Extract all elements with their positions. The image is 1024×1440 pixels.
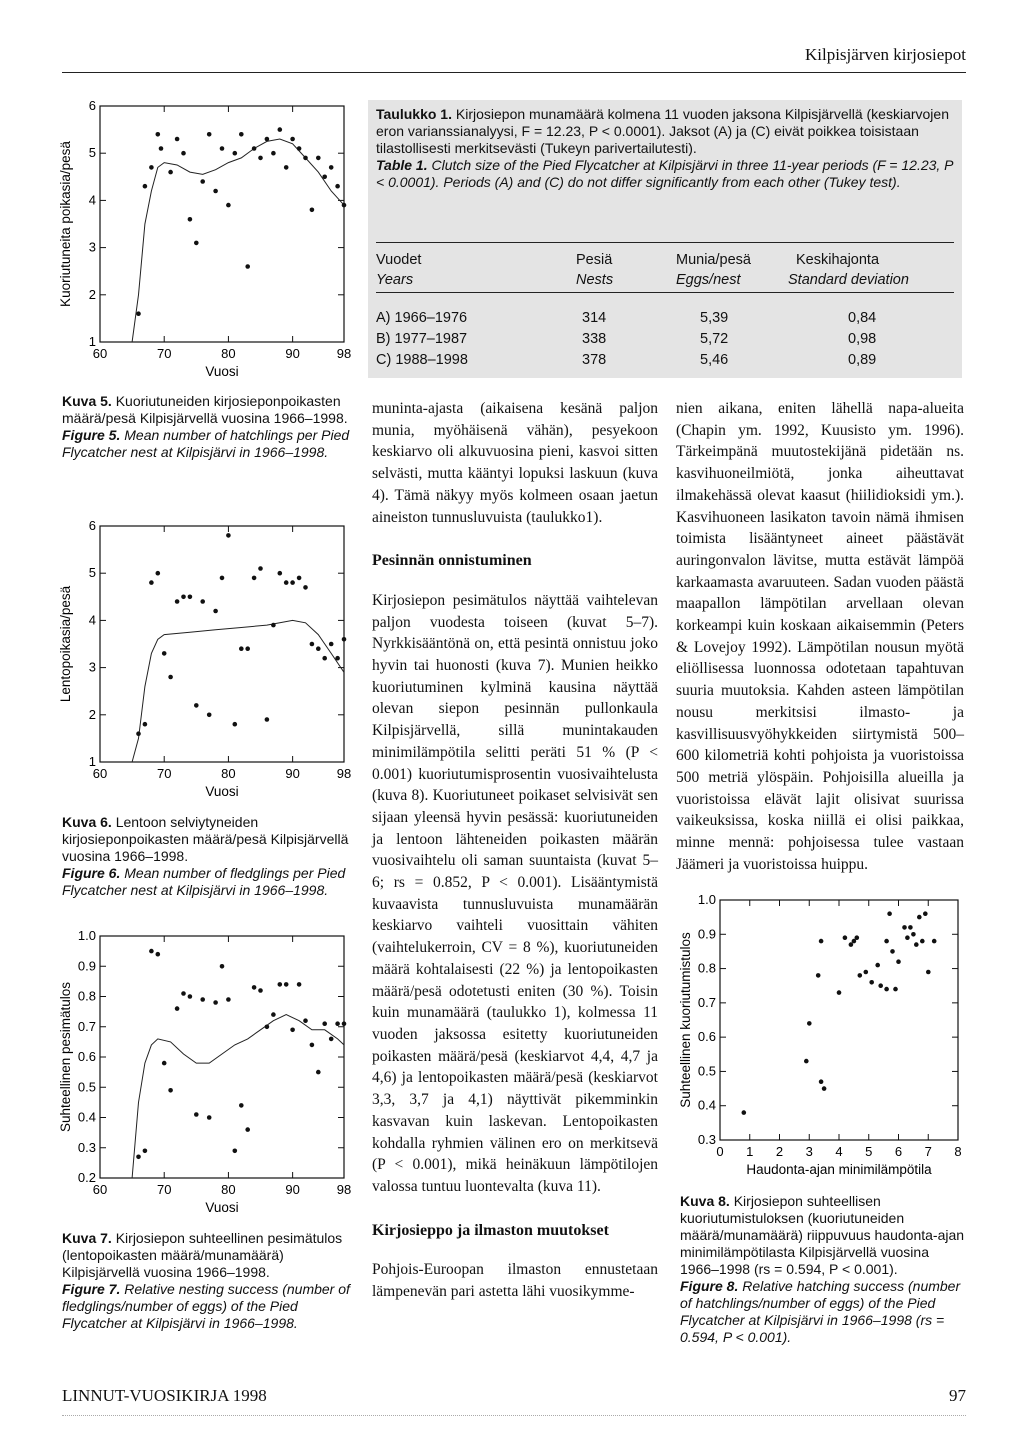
data-point: [310, 1043, 315, 1048]
data-point: [175, 1006, 180, 1011]
footer-rule: [62, 1415, 966, 1416]
x-tick-label: 5: [865, 1144, 873, 1159]
figure7-svg: [58, 928, 362, 1218]
data-point: [816, 973, 821, 978]
x-tick-label: 0: [716, 1144, 724, 1159]
data-point: [316, 1070, 321, 1075]
data-point: [181, 595, 186, 600]
data-point: [226, 203, 231, 208]
data-point: [905, 935, 910, 940]
data-point: [893, 987, 898, 992]
y-tick-label: 0.9: [77, 958, 96, 974]
data-point: [297, 982, 302, 987]
figure7-chart: [58, 928, 362, 1218]
data-point: [213, 1000, 218, 1005]
y-tick-label: 2: [88, 286, 96, 302]
running-head: Kilpisjärven kirjosiepot: [804, 45, 966, 64]
table-cell: 314: [582, 310, 607, 326]
data-point: [884, 987, 889, 992]
data-point: [233, 151, 238, 156]
data-point: [258, 156, 263, 161]
table-header: Pesiä: [576, 252, 613, 268]
x-tick-label: 60: [92, 766, 108, 781]
data-point: [290, 137, 295, 142]
data-point: [822, 1086, 827, 1091]
data-point: [136, 1155, 141, 1160]
data-point: [342, 1021, 347, 1026]
caption-text-fi: Lentoon selviytyneiden kirjosieponpoikasten määrä/pesä Kilpisjärvellä vuosina 1966–1998.: [62, 814, 349, 864]
data-point: [890, 949, 895, 954]
plot-frame: [100, 936, 344, 1178]
y-tick-label: 4: [88, 192, 96, 208]
data-point: [159, 146, 164, 151]
data-point: [329, 642, 334, 647]
x-tick-label: 70: [156, 1182, 172, 1197]
y-tick-label: 1: [88, 754, 96, 769]
y-tick-label: 0.3: [697, 1132, 716, 1147]
data-point: [239, 1103, 244, 1108]
figure8-caption: [680, 1193, 966, 1346]
y-axis-label: Suhteellinen pesimätulos: [58, 981, 73, 1133]
data-point: [162, 651, 167, 656]
data-point: [143, 1149, 148, 1154]
section-heading: Pesinnän onnistuminen: [372, 552, 532, 570]
data-point: [322, 1021, 327, 1026]
table-cell: 338: [582, 331, 607, 347]
y-tick-label: 1.0: [77, 928, 96, 943]
data-point: [335, 656, 340, 661]
x-tick-label: 1: [746, 1144, 754, 1159]
table-cell: 0,84: [848, 310, 877, 326]
data-point: [297, 576, 302, 581]
data-point: [156, 132, 161, 137]
data-point: [271, 151, 276, 156]
table-header: Munia/pesä: [676, 252, 751, 268]
data-point: [181, 991, 186, 996]
data-point: [290, 1028, 295, 1033]
section-heading: Kirjosieppo ja ilmaston muutokset: [372, 1221, 609, 1239]
header-rule: [62, 72, 966, 73]
data-point: [200, 997, 205, 1002]
data-point: [207, 132, 212, 137]
y-axis-label: Kuoriutuneita poikasia/pesä: [58, 141, 73, 307]
data-point: [819, 939, 824, 944]
paragraph: Pohjois-Euroopan ilmaston ennustetaan lämpenevän pari astetta lähi vuosikymme-: [372, 1261, 658, 1301]
y-tick-label: 6: [88, 518, 96, 533]
table-cell: 5,39: [700, 310, 729, 326]
table1-title-fi: [376, 106, 954, 157]
data-point: [194, 1112, 199, 1117]
y-tick-label: 1.0: [697, 892, 716, 907]
y-axis-label: Suhteellinen kuoriutumistulos: [678, 932, 693, 1108]
data-point: [265, 1025, 270, 1030]
data-point: [245, 646, 250, 651]
paragraph: Kirjosiepon pesimätulos näyttää vaihtelevan paljon vuodesta toiseen (kuvat 5–7). Nyrkkisääntönä on, että pesintä onnistuu joko hyvin tai huonosti (kuva 7). Munien heikko kuoriutuminen kylminä kausina näyttää olevan siepon pesinnän pullonkaula Kilpisjärvellä, sillä munintakauden minimilämpötila selitti peräti 51 % (P < 0.001) kuoriutumisprosentin vuosivaihtelusta (kuva 8). Kuoriutuneet poikaset selvisivät sen sijaan yleensä hyvin pesässä: kuoriutuneiden ja lentoon lähteneiden poikasten määrän vuosivaihtelu oli saman suuntaista (kuvat 5–6; rs = 0.852, P < 0.001). Lisääntymistä kuvaavista tunnusluvuista munamäärän keskiarvo vaihteli vuosittain vähiten (vaihtelukerroin, CV = 8 %), kuoriutuneiden määrä kohtalaisesti (22 %) ja lentopoikasten määrä/pesä odotetusti eniten (30 %). Toisin kuin munamäärä (taulukko 1), kolmessa 11 vuoden jaksossa esitetty kuoriutuneiden poikasten määrä/pesä (keskiarvot 4,4, 4,7 ja 4,6) ja lentopoikasten määrä/pesä (keskiarvot 3,3, 3,7 ja 4,1) näyttivät pikemminkin kasvavan kuin laskevan. Lentopoikasten kohdalla ryhmien välinen ero on merkitsevä (P < 0.001), mikä heinäkuun lämpötilojen valossa tuntuu luontevalta (kuva 11).: [372, 591, 658, 1195]
data-point: [149, 949, 154, 954]
y-tick-label: 0.5: [697, 1063, 716, 1079]
caption-text-fi: Kirjosiepon suhteellisen kuoriutumistuloksen (kuoriutuneiden määrä/munamäärä) riippuvuus haudonta-ajan minimilämpötilasta Kilpisjärvellä vuosina 1966–1998 (rs = 0.594, P < 0.001).: [680, 1193, 965, 1277]
caption-text-en: Mean number of fledglings per Pied Flycatcher nest at Kilpisjärvi in 1966–1998.: [62, 865, 346, 898]
y-tick-label: 3: [88, 659, 96, 675]
data-point: [194, 703, 199, 708]
y-tick-label: 0.9: [697, 926, 716, 942]
data-point: [869, 980, 874, 985]
x-tick-label: 2: [775, 1144, 784, 1159]
data-point: [168, 170, 173, 175]
data-point: [284, 165, 289, 170]
data-point: [188, 217, 193, 222]
data-point: [303, 1018, 308, 1023]
table-label: Taulukko 1.: [376, 106, 452, 122]
data-point: [926, 970, 931, 975]
caption-text-fi: Kirjosiepon suhteellinen pesimätulos (lentopoikasten määrä/munamäärä) Kilpisjärvellä vuosina 1966–1998.: [62, 1230, 343, 1280]
table-title-en: Clutch size of the Pied Flycatcher at Kilpisjärvi in three 11-year periods (F = 12.23, P < 0.0001). Periods (A) and (C) do not differ significantly from each other (Tukey test).: [376, 157, 954, 190]
table-cell: 5,46: [700, 352, 729, 368]
caption-label-en: Figure 6.: [62, 865, 121, 881]
figure8-chart: [676, 892, 976, 1187]
y-tick-label: 5: [88, 565, 96, 581]
caption-label-en: Figure 5.: [62, 427, 121, 443]
data-point: [194, 241, 199, 246]
y-tick-label: 1: [88, 334, 96, 349]
x-tick-label: 4: [835, 1144, 843, 1159]
data-point: [316, 646, 321, 651]
data-point: [220, 964, 225, 969]
y-tick-label: 0.7: [77, 1018, 96, 1034]
data-point: [804, 1059, 809, 1064]
x-tick-label: 70: [156, 346, 172, 361]
data-point: [896, 959, 901, 964]
y-tick-label: 0.7: [697, 994, 716, 1010]
data-point: [855, 935, 860, 940]
data-point: [239, 646, 244, 651]
data-point: [136, 311, 141, 316]
data-point: [807, 1021, 812, 1026]
data-point: [878, 983, 883, 988]
x-tick-label: 8: [954, 1144, 962, 1159]
data-point: [181, 151, 186, 156]
data-point: [233, 1149, 238, 1154]
data-point: [932, 939, 937, 944]
data-point: [200, 179, 205, 184]
page-number: 97: [949, 1386, 966, 1405]
x-tick-label: 98: [336, 1182, 352, 1197]
data-point: [310, 208, 315, 213]
data-point: [858, 973, 863, 978]
data-point: [322, 175, 327, 180]
body-column-2: [372, 398, 658, 1303]
data-point: [245, 1127, 250, 1132]
x-tick-label: 80: [221, 346, 236, 361]
y-tick-label: 3: [88, 239, 96, 255]
data-point: [923, 911, 928, 916]
data-point: [278, 127, 283, 132]
data-point: [819, 1079, 824, 1084]
data-point: [207, 1115, 212, 1120]
data-point: [220, 146, 225, 151]
table-header-rule: [376, 292, 954, 293]
plot-frame: [720, 900, 958, 1140]
data-point: [143, 722, 148, 727]
y-tick-label: 0.8: [77, 988, 96, 1004]
x-tick-label: 98: [336, 766, 352, 781]
x-tick-label: 7: [924, 1144, 932, 1159]
data-point: [175, 599, 180, 604]
data-point: [303, 585, 308, 590]
y-tick-label: 0.6: [697, 1029, 716, 1045]
data-point: [875, 963, 880, 968]
data-point: [310, 642, 315, 647]
data-point: [271, 1012, 276, 1017]
data-point: [908, 925, 913, 930]
data-point: [920, 939, 925, 944]
x-tick-label: 80: [221, 1182, 236, 1197]
y-tick-label: 6: [88, 98, 96, 113]
data-point: [168, 1088, 173, 1093]
figure7-caption: [62, 1230, 352, 1332]
data-point: [233, 722, 238, 727]
table1-box: [368, 100, 962, 378]
data-point: [258, 988, 263, 993]
x-axis-label: Haudonta-ajan minimilämpötila: [746, 1162, 932, 1177]
y-tick-label: 0.5: [77, 1079, 96, 1095]
data-point: [149, 580, 154, 585]
data-point: [911, 932, 916, 937]
x-tick-label: 90: [285, 1182, 300, 1197]
table-cell: 5,72: [700, 331, 729, 347]
y-tick-label: 2: [88, 706, 96, 722]
figure6-svg: [58, 518, 362, 803]
y-tick-label: 0.3: [77, 1139, 96, 1155]
table-cell: 378: [582, 352, 607, 368]
data-point: [265, 717, 270, 722]
data-point: [917, 915, 922, 920]
caption-text-en: Mean number of hatchlings per Pied Flycatcher nest at Kilpisjärvi in 1966–1998.: [62, 427, 350, 460]
data-point: [887, 911, 892, 916]
data-point: [200, 599, 205, 604]
table-cell: 0,98: [848, 331, 877, 347]
x-tick-label: 90: [285, 346, 300, 361]
table-cell: A) 1966–1976: [376, 310, 468, 326]
y-tick-label: 5: [88, 145, 96, 161]
table-cell: B) 1977–1987: [376, 331, 468, 347]
data-point: [162, 1061, 167, 1066]
figure5-caption: [62, 393, 352, 461]
data-point: [742, 1110, 747, 1115]
data-point: [239, 132, 244, 137]
data-point: [335, 1021, 340, 1026]
data-point: [143, 184, 148, 189]
x-tick-label: 70: [156, 766, 172, 781]
data-point: [188, 595, 193, 600]
y-tick-label: 0.4: [77, 1109, 96, 1125]
caption-text-en: Relative nesting success (number of fledglings/number of eggs) of the Pied Flycatcher at Kilpisjärvi in 1966–1998.: [62, 1281, 350, 1331]
y-tick-label: 4: [88, 612, 96, 628]
data-point: [902, 925, 907, 930]
y-tick-label: 0.4: [697, 1097, 716, 1113]
data-point: [837, 990, 842, 995]
data-point: [864, 970, 869, 975]
x-axis-label: Vuosi: [205, 784, 239, 799]
table-header-en: Standard deviation: [788, 272, 909, 288]
x-axis-label: Vuosi: [205, 1200, 239, 1215]
data-point: [188, 994, 193, 999]
x-tick-label: 98: [336, 346, 352, 361]
x-axis-label: Vuosi: [205, 364, 239, 379]
data-point: [297, 146, 302, 151]
caption-label: Kuva 6.: [62, 814, 112, 830]
data-point: [271, 623, 276, 628]
caption-label-en: Figure 8.: [680, 1278, 739, 1294]
x-tick-label: 6: [894, 1144, 903, 1159]
y-tick-label: 0.2: [77, 1170, 96, 1185]
figure6-caption: [62, 814, 352, 899]
data-point: [290, 580, 295, 585]
y-tick-label: 0.6: [77, 1049, 96, 1064]
table-cell: C) 1988–1998: [376, 352, 468, 368]
data-point: [136, 731, 141, 736]
trend-curve: [132, 1015, 344, 1178]
x-tick-label: 60: [92, 1182, 108, 1197]
data-point: [168, 675, 173, 680]
data-point: [245, 264, 250, 269]
data-point: [278, 571, 283, 576]
x-tick-label: 90: [285, 766, 300, 781]
data-point: [843, 935, 848, 940]
table-cell: 0,89: [848, 352, 877, 368]
data-point: [149, 165, 154, 170]
table-header: Keskihajonta: [796, 252, 880, 268]
data-point: [258, 566, 263, 571]
x-tick-label: 3: [805, 1144, 813, 1159]
figure6-chart: [58, 518, 362, 803]
footer-journal: LINNUT-VUOSIKIRJA 1998: [62, 1386, 267, 1405]
caption-text-fi: Kuoriutuneiden kirjosieponpoikasten määrä/pesä Kilpisjärvellä vuosina 1966–1998.: [62, 393, 348, 426]
data-point: [220, 576, 225, 581]
data-point: [329, 1037, 334, 1042]
plot-frame: [100, 526, 344, 762]
trend-curve: [132, 620, 344, 762]
data-point: [329, 165, 334, 170]
data-point: [849, 942, 854, 947]
data-point: [213, 189, 218, 194]
data-point: [252, 985, 257, 990]
data-point: [284, 982, 289, 987]
x-tick-label: 60: [92, 346, 108, 361]
data-point: [303, 156, 308, 161]
data-point: [335, 184, 340, 189]
data-point: [207, 713, 212, 718]
paragraph: nien aikana, eniten lähellä napa-alueita (Chapin ym. 1992, Kuusisto ym. 1996). Tärkeimpänä muutostekijänä pidetään ns. kasvihuoneilmiötä, jonka aiheuttavat ilmakehässä olevat kaasut (hiilidioksidi ym.). Kasvihuoneen lasikaton tavoin nämä ihmisen toimista lisääntyneet aineet päästävät auringonvalon lävitse, mutta estävät lämpöä karkaamasta avaruuteen. Sadan vuoden päästä maapallon lämpötilan arvellaan olevan korkeampi kuin koskaan aikaisemmin (Peters & Lovejoy 1992). Lämpötilan nousun myötä eliöllisessa luonnossa odotetaan tapahtuvan suuria muutoksia. Kahden asteen lämpötilan nousu merkitsisi ilmasto- ja kasvillisuusvyöhykkeiden siirtymistä 500–600 kilometriä kohti pohjoista ja vuoristoissa 500 metriä ylöspäin. Pohjoisilla alueilla ja vuoristoissa elävät lajit olisivat suurissa vaikeuksissa, koska niillä ei olisi paikkaa, minne mennä: pohjoisessa tulee vastaan Jäämeri ja vuoristoissa huippu.: [676, 400, 964, 873]
data-point: [213, 609, 218, 614]
table-title-fi: Kirjosiepon munamäärä kolmena 11 vuoden jaksona Kilpisjärvellä (keskiarvojen eron varianssianalyysi, F = 12.23, P < 0.0001). Jaksot (A) ja (C) eivät poikkea toisistaan tilastollisesti merkitsevästi (Tukeyn parivertailutesti).: [376, 106, 949, 156]
data-point: [284, 580, 289, 585]
data-point: [316, 156, 321, 161]
y-axis-label: Lentopoikasia/pesä: [58, 585, 73, 703]
x-tick-label: 80: [221, 766, 236, 781]
data-point: [226, 533, 231, 538]
data-point: [252, 576, 257, 581]
y-tick-label: 0.8: [697, 960, 716, 976]
data-point: [265, 137, 270, 142]
trend-curve: [132, 139, 344, 342]
caption-label: Kuva 7.: [62, 1230, 112, 1246]
figure8-svg: [676, 892, 976, 1187]
data-point: [322, 656, 327, 661]
data-point: [342, 203, 347, 208]
table-top-rule: [376, 242, 954, 243]
figure5-svg: [58, 98, 362, 383]
paragraph: muninta-ajasta (aikaisena kesänä paljon munia, myöhäisenä vähän), pesyekoon keskiarvo oli alkuvuosina pieni, kasvoi sitten selvästi, mutta kääntyi lopuksi laskuun (kuva 4). Tämä näkyy myös kolmeen osaan jaetun aineiston tunnusluvuista (taulukko1).: [372, 400, 658, 526]
data-point: [914, 942, 919, 947]
table-header: Vuodet: [376, 252, 422, 268]
table1-title-en: [376, 157, 954, 191]
data-point: [226, 997, 231, 1002]
data-point: [175, 137, 180, 142]
data-point: [342, 637, 347, 642]
body-column-3: [676, 398, 964, 875]
figure5-chart: [58, 98, 362, 383]
caption-text-en: Relative hatching success (number of hatchlings/number of eggs) of the Pied Flycatcher at Kilpisjärvi in 1966–1998 (rs = 0.594, P < 0.001).: [680, 1278, 961, 1345]
data-point: [252, 146, 257, 151]
caption-label: Kuva 5.: [62, 393, 112, 409]
data-point: [884, 939, 889, 944]
table-header-en: Nests: [576, 272, 614, 288]
data-point: [156, 952, 161, 957]
data-point: [156, 571, 161, 576]
caption-label-en: Figure 7.: [62, 1281, 121, 1297]
table-header-en: Eggs/nest: [676, 272, 741, 288]
table-header-en: Years: [376, 272, 414, 288]
table-label-en: Table 1.: [376, 157, 428, 173]
caption-label: Kuva 8.: [680, 1193, 730, 1209]
data-point: [278, 982, 283, 987]
